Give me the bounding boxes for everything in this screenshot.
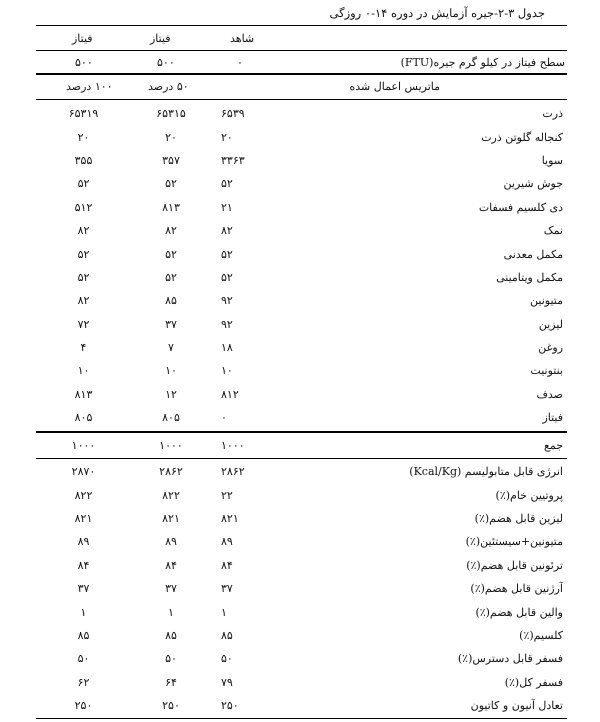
ingredient-row bbox=[36, 266, 567, 289]
nutrient-row-control: ۲۲ bbox=[221, 488, 233, 502]
nutrient-row-phytase-b: ۸۲۱ bbox=[74, 511, 93, 525]
ingredient-row bbox=[36, 313, 567, 336]
ingredient-row-control: ۵۲ bbox=[221, 177, 233, 191]
ingredient-row-label: سویا bbox=[541, 153, 563, 167]
matrix-rule bbox=[36, 99, 567, 100]
nutrient-row-phytase-a: ۱ bbox=[168, 605, 174, 619]
nutrient-row-phytase-a: ۸۹ bbox=[165, 535, 177, 549]
ingredient-row-label: دی کلسیم فسفات bbox=[478, 200, 563, 214]
ingredient-row-phytase-a: ۸۱۳ bbox=[162, 200, 180, 214]
ingredient-row-control: ۳۳۶۳ bbox=[221, 153, 245, 167]
header-control: شاهد bbox=[230, 32, 255, 45]
nutrient-row-phytase-a: ۸۲۲ bbox=[162, 488, 180, 502]
ingredient-row-control: ۲۱ bbox=[221, 200, 233, 214]
nutrient-row-label: انرژی قابل متابولیسم (Kcal/Kg) bbox=[409, 465, 563, 479]
ingredient-row-control: ۰ bbox=[221, 411, 227, 425]
ingredient-row-control: ۶۵۳۹ bbox=[221, 107, 245, 121]
phytase-level-a: ۵۰۰ bbox=[157, 56, 175, 69]
nutrient-row-phytase-a: ۲۸۶۲ bbox=[159, 465, 183, 479]
nutrient-row-label: فسفر قابل دسترس(٪) bbox=[457, 652, 563, 666]
nutrient-row bbox=[36, 600, 567, 623]
nutrient-row-phytase-b: ۸۹ bbox=[77, 535, 90, 549]
nutrient-row-label: متیونین+سیستئین(٪) bbox=[465, 535, 563, 549]
header-rule bbox=[36, 50, 567, 51]
header-phytase-a: فیتاز bbox=[150, 32, 171, 45]
nutrient-row-control: ۳۷ bbox=[221, 582, 233, 596]
ingredient-row-phytase-b: ۸۲ bbox=[77, 224, 90, 238]
ingredient-row-phytase-b: ۸۲ bbox=[77, 294, 90, 308]
nutrient-row bbox=[36, 507, 567, 530]
nutrient-row-phytase-a: ۸۴ bbox=[165, 558, 177, 572]
nutrient-row-phytase-b: ۳۷ bbox=[77, 582, 90, 596]
matrix-b: ۱۰۰ درصد bbox=[66, 80, 113, 93]
ingredient-row-control: ۱۸ bbox=[221, 341, 233, 355]
nutrient-row-control: ۲۵۰ bbox=[221, 699, 239, 713]
nutrient-row-phytase-b: ۸۲۲ bbox=[74, 488, 93, 502]
nutrient-row-phytase-a: ۳۷ bbox=[165, 582, 177, 596]
ingredient-row bbox=[36, 102, 567, 125]
matrix-label: ماتریس اعمال شده bbox=[349, 80, 440, 93]
ingredient-row-phytase-b: ۷۲ bbox=[77, 317, 90, 331]
ingredient-row-phytase-a: ۱۲ bbox=[165, 387, 177, 401]
top-rule bbox=[36, 25, 567, 26]
ingredient-row-phytase-a: ۱۰ bbox=[165, 364, 177, 378]
phytase-level-control: ۰ bbox=[237, 56, 243, 69]
ingredient-row-label: مکمل ویتامینی bbox=[496, 270, 563, 284]
nutrient-row bbox=[36, 483, 567, 506]
nutrient-row-phytase-b: ۲۵۰ bbox=[74, 699, 93, 713]
nutrient-row-phytase-a: ۲۵۰ bbox=[162, 699, 180, 713]
ingredient-row-phytase-b: ۵۲ bbox=[77, 177, 90, 191]
nutrient-row-phytase-a: ۵۰ bbox=[165, 652, 177, 666]
ingredient-row-label: نمک bbox=[543, 224, 563, 238]
ingredient-row-phytase-b: ۳۵۵ bbox=[74, 153, 93, 167]
nutrients-table bbox=[36, 460, 567, 717]
nutrient-row bbox=[36, 460, 567, 483]
nutrient-row-phytase-b: ۸۵ bbox=[77, 628, 90, 642]
ingredient-row-phytase-b: ۲۰ bbox=[77, 130, 90, 144]
ingredient-row-control: ۵۲ bbox=[221, 247, 233, 261]
ingredient-row bbox=[36, 336, 567, 359]
ingredient-row bbox=[36, 149, 567, 172]
nutrient-row-phytase-b: ۲۸۷۰ bbox=[71, 465, 96, 479]
ingredient-row-label: صدف bbox=[536, 387, 563, 401]
ingredient-row bbox=[36, 125, 567, 148]
ingredient-row-phytase-b: ۶۵۳۱۹ bbox=[68, 107, 99, 121]
ingredient-row-phytase-a: ۳۷ bbox=[165, 317, 177, 331]
ingredient-row-label: کنجاله گلوتن ذرت bbox=[481, 130, 563, 144]
nutrient-row bbox=[36, 647, 567, 670]
phytase-level-b: ۵۰۰ bbox=[75, 56, 93, 69]
nutrient-row-control: ۷۹ bbox=[221, 675, 233, 689]
ingredient-row bbox=[36, 242, 567, 265]
ingredient-row-control: ۸۱۲ bbox=[221, 387, 239, 401]
nutrient-row-control: ۲۸۶۲ bbox=[221, 465, 245, 479]
ingredient-row-control: ۹۲ bbox=[221, 317, 233, 331]
ingredient-row bbox=[36, 289, 567, 312]
ingredient-row-control: ۸۲ bbox=[221, 224, 233, 238]
total-phytase-a: ۱۰۰۰ bbox=[159, 439, 183, 453]
ingredient-row-label: فیتاز bbox=[542, 411, 563, 425]
ingredient-row-label: جوش شیرین bbox=[503, 177, 563, 191]
ingredient-row-label: روغن bbox=[538, 341, 563, 355]
table-row-total bbox=[36, 434, 567, 457]
ingredient-row-phytase-a: ۵۲ bbox=[165, 177, 177, 191]
ingredient-row-phytase-a: ۳۵۷ bbox=[162, 153, 180, 167]
ingredient-row bbox=[36, 196, 567, 219]
nutrient-row bbox=[36, 694, 567, 717]
nutrient-row bbox=[36, 671, 567, 694]
nutrient-row-control: ۵۰ bbox=[221, 652, 233, 666]
ingredient-row-phytase-a: ۲۰ bbox=[165, 130, 177, 144]
nutrient-row-phytase-a: ۸۵ bbox=[165, 628, 177, 642]
nutrient-row-label: تعادل آنیون و کاتیون bbox=[470, 699, 563, 713]
ingredient-row bbox=[36, 219, 567, 242]
ingredient-row-phytase-b: ۱۰ bbox=[77, 364, 90, 378]
ingredient-row-label: متیونین bbox=[530, 294, 563, 308]
nutrient-row-label: ترئونین قابل هضم(٪) bbox=[466, 558, 563, 572]
nutrient-row-control: ۱ bbox=[221, 605, 227, 619]
ingredient-row-phytase-b: ۵۱۲ bbox=[74, 200, 93, 214]
ingredient-row-phytase-a: ۷ bbox=[168, 341, 174, 355]
ingredient-row-label: بنتونیت bbox=[530, 364, 563, 378]
nutrient-row bbox=[36, 577, 567, 600]
level-double-rule bbox=[36, 73, 567, 75]
ingredient-row-control: ۵۲ bbox=[221, 270, 233, 284]
total-table bbox=[36, 434, 567, 457]
nutrient-row-label: لیزین قابل هضم(٪) bbox=[474, 511, 563, 525]
ingredient-row-phytase-a: ۵۲ bbox=[165, 247, 177, 261]
total-phytase-b: ۱۰۰۰ bbox=[71, 439, 96, 453]
ingredient-row-label: لیزین bbox=[538, 317, 563, 331]
ingredient-row-phytase-b: ۵۲ bbox=[77, 247, 90, 261]
matrix-a: ۵۰ درصد bbox=[148, 80, 189, 93]
ingredient-row-phytase-b: ۸۰۵ bbox=[74, 411, 93, 425]
nutrient-row-phytase-a: ۶۴ bbox=[165, 675, 177, 689]
ingredient-row bbox=[36, 359, 567, 382]
ingredient-row bbox=[36, 172, 567, 195]
ingredient-row-control: ۱۰ bbox=[221, 364, 233, 378]
nutrient-row-phytase-b: ۵۰ bbox=[77, 652, 90, 666]
nutrient-row bbox=[36, 624, 567, 647]
ingredient-row-phytase-b: ۴ bbox=[80, 341, 87, 355]
ingredients-table bbox=[36, 102, 567, 429]
ingredient-row-phytase-b: ۵۲ bbox=[77, 270, 90, 284]
ingredient-row bbox=[36, 383, 567, 406]
ingredient-row-phytase-a: ۸۲ bbox=[165, 224, 177, 238]
ingredient-row-phytase-a: ۸۰۵ bbox=[162, 411, 180, 425]
total-label: جمع bbox=[543, 439, 563, 453]
nutrient-row-label: والین قابل هضم(٪) bbox=[475, 605, 563, 619]
nutrient-row-label: فسفر کل(٪) bbox=[504, 675, 563, 689]
nutrient-row-phytase-b: ۶۲ bbox=[77, 675, 90, 689]
nutrient-row-control: ۸۲۱ bbox=[221, 511, 239, 525]
nutrients-rule bbox=[36, 458, 567, 459]
nutrient-row-control: ۸۹ bbox=[221, 535, 233, 549]
nutrient-row-label: پروتیین خام(٪) bbox=[495, 488, 563, 502]
nutrient-row-control: ۸۴ bbox=[221, 558, 233, 572]
nutrient-row-control: ۸۵ bbox=[221, 628, 233, 642]
nutrient-row-phytase-b: ۱ bbox=[80, 605, 87, 619]
ingredient-row-control: ۲۰ bbox=[221, 130, 233, 144]
phytase-level-label: سطح فیتاز در کیلو گرم جیره(FTU) bbox=[400, 56, 565, 69]
ingredient-row-phytase-a: ۶۵۳۱۵ bbox=[156, 107, 186, 121]
nutrient-row-label: آرژنین قابل هضم(٪) bbox=[470, 582, 563, 596]
nutrient-row bbox=[36, 554, 567, 577]
total-control: ۱۰۰۰ bbox=[221, 439, 245, 453]
total-rule bbox=[36, 431, 567, 433]
nutrient-row-label: کلسیم(٪) bbox=[519, 628, 563, 642]
nutrient-row bbox=[36, 530, 567, 553]
ingredient-row-phytase-a: ۵۲ bbox=[165, 270, 177, 284]
ingredient-row bbox=[36, 406, 567, 429]
ingredient-row-label: مکمل معدنی bbox=[503, 247, 563, 261]
nutrient-row-phytase-a: ۸۲۱ bbox=[162, 511, 180, 525]
ingredient-row-phytase-b: ۸۱۳ bbox=[74, 387, 93, 401]
ingredient-row-control: ۹۲ bbox=[221, 294, 233, 308]
table-caption: جدول ۳-۲-جیره آزمایش در دوره ۱۴-۰ روزگی bbox=[329, 6, 545, 20]
header-phytase-b: فیتاز bbox=[72, 32, 93, 45]
ingredient-row-phytase-a: ۸۵ bbox=[165, 294, 177, 308]
bottom-rule bbox=[36, 718, 567, 719]
nutrient-row-phytase-b: ۸۴ bbox=[77, 558, 90, 572]
ingredient-row-label: ذرت bbox=[542, 107, 563, 121]
